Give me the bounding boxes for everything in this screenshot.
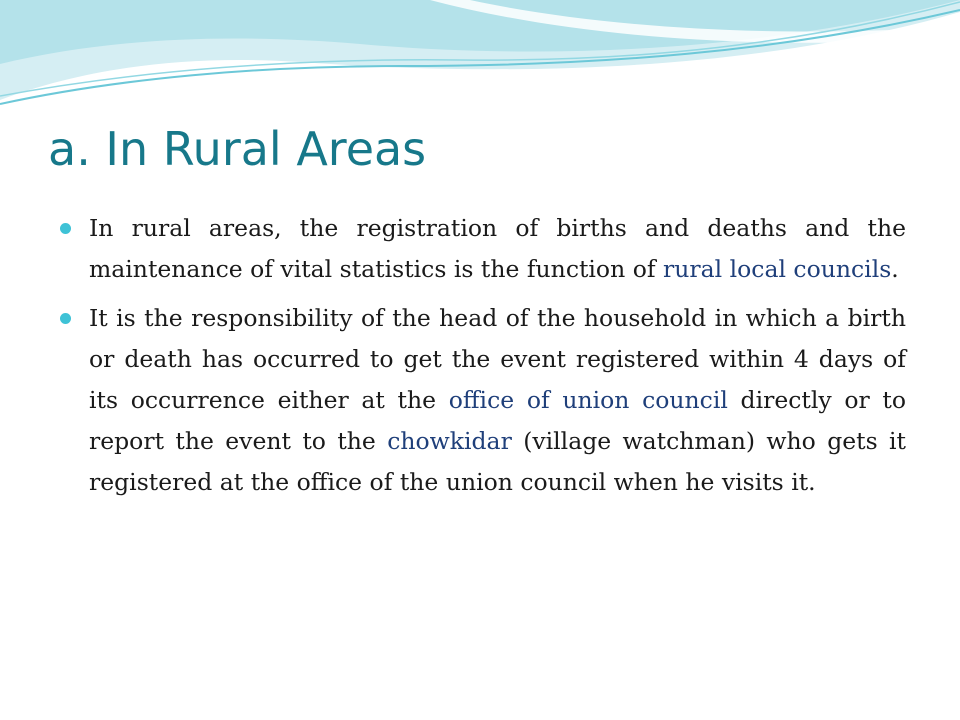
bullet-text: . [891, 255, 899, 283]
bullet-text: In rural areas, the registration of births and deaths and the maintenance of vital statistics is the function of [89, 214, 906, 283]
bullet-dot-icon [60, 313, 71, 324]
bullet-text: It is the responsibility of the head of the household in which a birth or death has occurred to get the event registered within 4 days of its occurrence either at the [89, 304, 906, 414]
highlight-term: chowkidar [387, 427, 512, 455]
bullet-text: directly or to report the event to the [89, 386, 906, 455]
header-wave-decoration [0, 0, 960, 120]
bullet-list [60, 208, 906, 511]
highlight-term: office of union council [448, 386, 728, 414]
bullet-item [60, 298, 906, 503]
bullet-dot-icon [60, 223, 71, 234]
highlight-term: rural local councils [663, 255, 892, 283]
bullet-item [60, 208, 906, 290]
slide-title: a. In Rural Areas [48, 122, 427, 176]
bullet-text: (village watchman) who gets it registered at the office of the union council when he visits it. [89, 427, 906, 496]
